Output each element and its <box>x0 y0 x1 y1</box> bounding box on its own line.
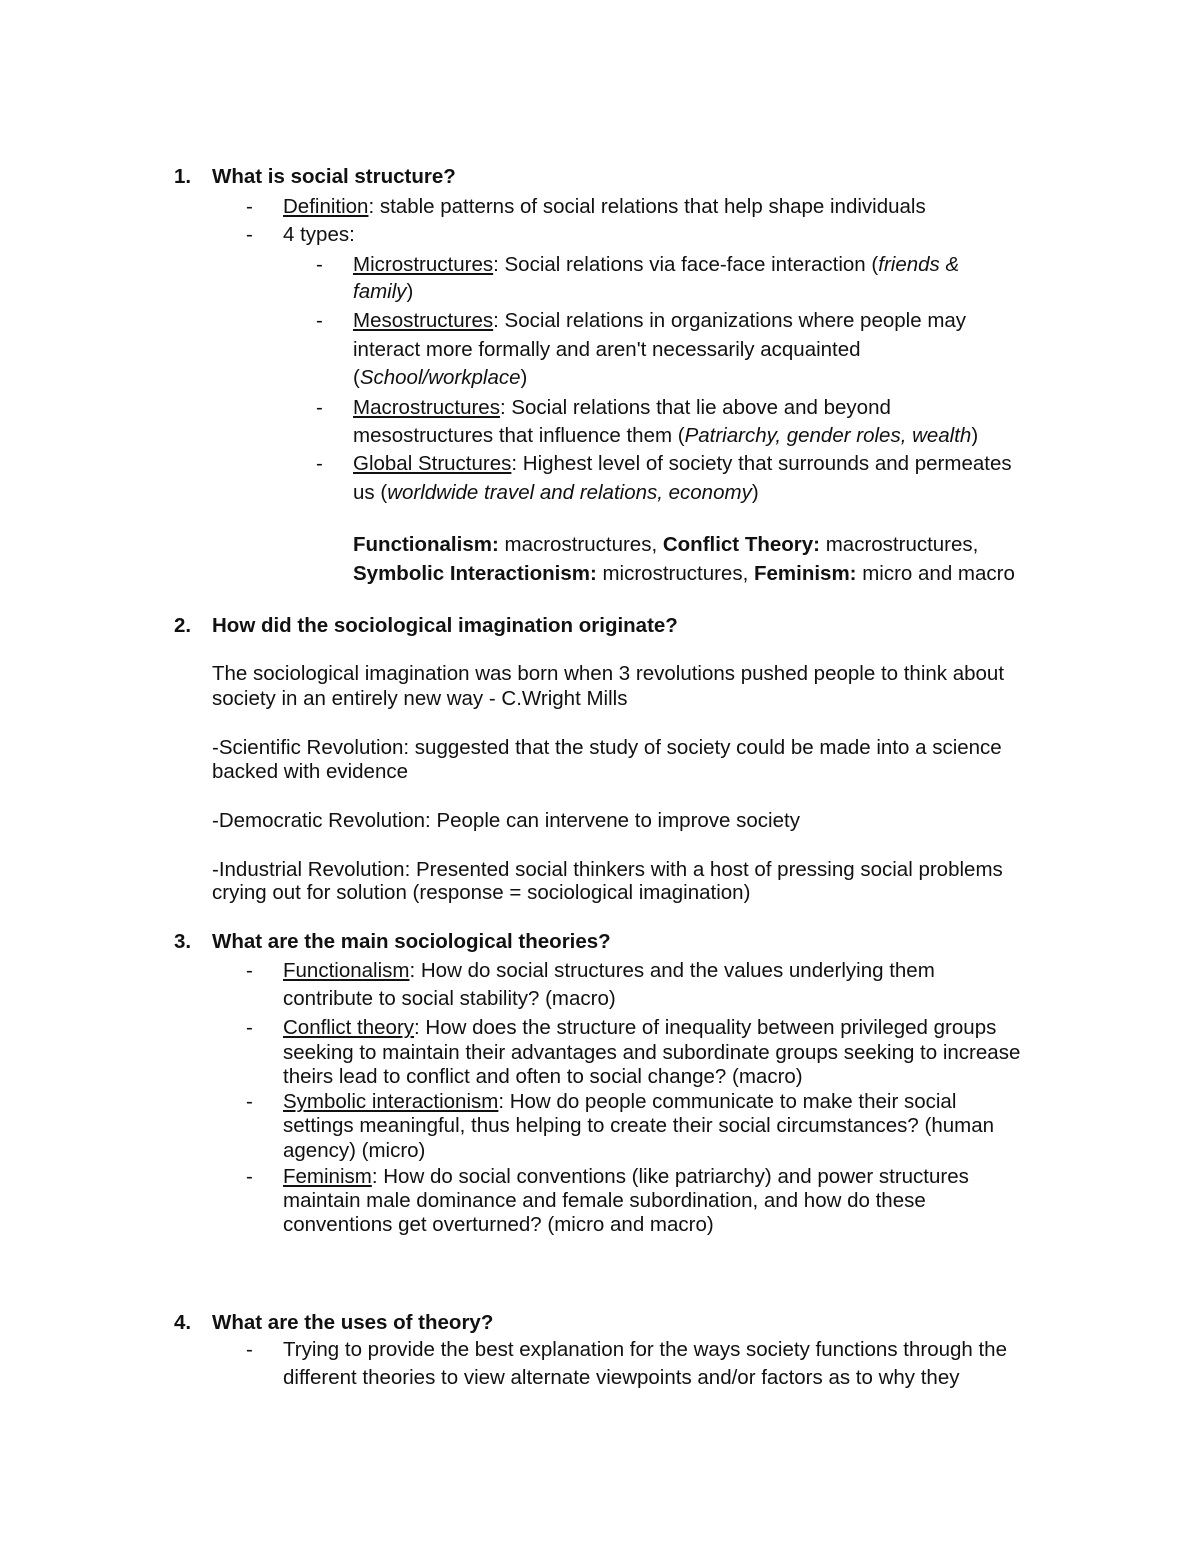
q2-intro-line1: The sociological imagination was born when 3 revolutions pushed people to think about <box>212 662 1005 685</box>
q2-number: 2. <box>174 614 192 637</box>
q3-number: 3. <box>174 930 192 953</box>
q2-industrial-line1: -Industrial Revolution: Presented social thinkers with a host of pressing social problems <box>212 858 1003 881</box>
q1-macro-line2: mesostructures that influence them (Patriarchy, gender roles, wealth) <box>353 424 979 447</box>
q4-title: What are the uses of theory? <box>212 1311 494 1334</box>
bullet-dash: - <box>316 309 323 332</box>
q1-theory-summary-line1: Functionalism: macrostructures, Conflict Theory: macrostructures, <box>353 533 979 556</box>
q1-global-line1: Global Structures: Highest level of society that surrounds and permeates <box>353 452 1012 475</box>
q3-functionalism-line1: Functionalism: How do social structures and the values underlying them <box>283 959 935 982</box>
q1-meso-line1: Mesostructures: Social relations in organizations where people may <box>353 309 967 332</box>
bullet-dash: - <box>316 396 323 419</box>
q2-industrial-line2: crying out for solution (response = sociological imagination) <box>212 881 751 904</box>
q1-global-line2: us (worldwide travel and relations, economy) <box>353 481 759 504</box>
q2-scientific-line1: -Scientific Revolution: suggested that the study of society could be made into a science <box>212 736 1002 759</box>
bullet-dash: - <box>246 195 253 218</box>
q4-use-line2: different theories to view alternate viewpoints and/or factors as to why they <box>283 1366 960 1389</box>
bullet-dash: - <box>246 1090 253 1113</box>
bullet-dash: - <box>246 1338 253 1361</box>
q3-symbolic-line2: settings meaningful, thus helping to create their social circumstances? (human <box>283 1114 995 1137</box>
q4-use-line1: Trying to provide the best explanation for the ways society functions through the <box>283 1338 1007 1361</box>
q3-feminism-line2: maintain male dominance and female subordination, and how do these <box>283 1189 926 1212</box>
q4-number: 4. <box>174 1311 192 1334</box>
bullet-dash: - <box>316 253 323 276</box>
q1-macro-line1: Macrostructures: Social relations that lie above and beyond <box>353 396 891 419</box>
q3-feminism-line3: conventions get overturned? (micro and macro) <box>283 1213 714 1236</box>
q2-title: How did the sociological imagination originate? <box>212 614 678 637</box>
q1-theory-summary-line2: Symbolic Interactionism: microstructures, Feminism: micro and macro <box>353 562 1015 585</box>
q3-title: What are the main sociological theories? <box>212 930 611 953</box>
q3-conflict-line2: seeking to maintain their advantages and subordinate groups seeking to increase <box>283 1041 1021 1064</box>
q3-feminism-line1: Feminism: How do social conventions (like patriarchy) and power structures <box>283 1165 969 1188</box>
q1-definition: Definition: stable patterns of social relations that help shape individuals <box>283 195 926 218</box>
bullet-dash: - <box>246 1165 253 1188</box>
q1-number: 1. <box>174 165 192 188</box>
q2-democratic: -Democratic Revolution: People can intervene to improve society <box>212 809 800 832</box>
bullet-dash: - <box>316 452 323 475</box>
q2-intro-line2: society in an entirely new way - C.Wright Mills <box>212 687 628 710</box>
q3-symbolic-line3: agency) (micro) <box>283 1139 426 1162</box>
q2-scientific-line2: backed with evidence <box>212 760 409 783</box>
q1-micro-line2: family) <box>353 280 414 303</box>
bullet-dash: - <box>246 223 253 246</box>
q1-title: What is social structure? <box>212 165 456 188</box>
q1-meso-line3: (School/workplace) <box>353 366 528 389</box>
bullet-dash: - <box>246 959 253 982</box>
q3-conflict-line1: Conflict theory: How does the structure of inequality between privileged groups <box>283 1016 997 1039</box>
q1-micro-line1: Microstructures: Social relations via face-face interaction (friends & <box>353 253 960 276</box>
q1-meso-line2: interact more formally and aren't necessarily acquainted <box>353 338 861 361</box>
q3-functionalism-line2: contribute to social stability? (macro) <box>283 987 616 1010</box>
q3-symbolic-line1: Symbolic interactionism: How do people communicate to make their social <box>283 1090 957 1113</box>
q1-types-label: 4 types: <box>283 223 355 246</box>
definition-term: Definition <box>283 195 369 218</box>
q3-conflict-line3: theirs lead to conflict and often to social change? (macro) <box>283 1065 803 1088</box>
bullet-dash: - <box>246 1016 253 1039</box>
